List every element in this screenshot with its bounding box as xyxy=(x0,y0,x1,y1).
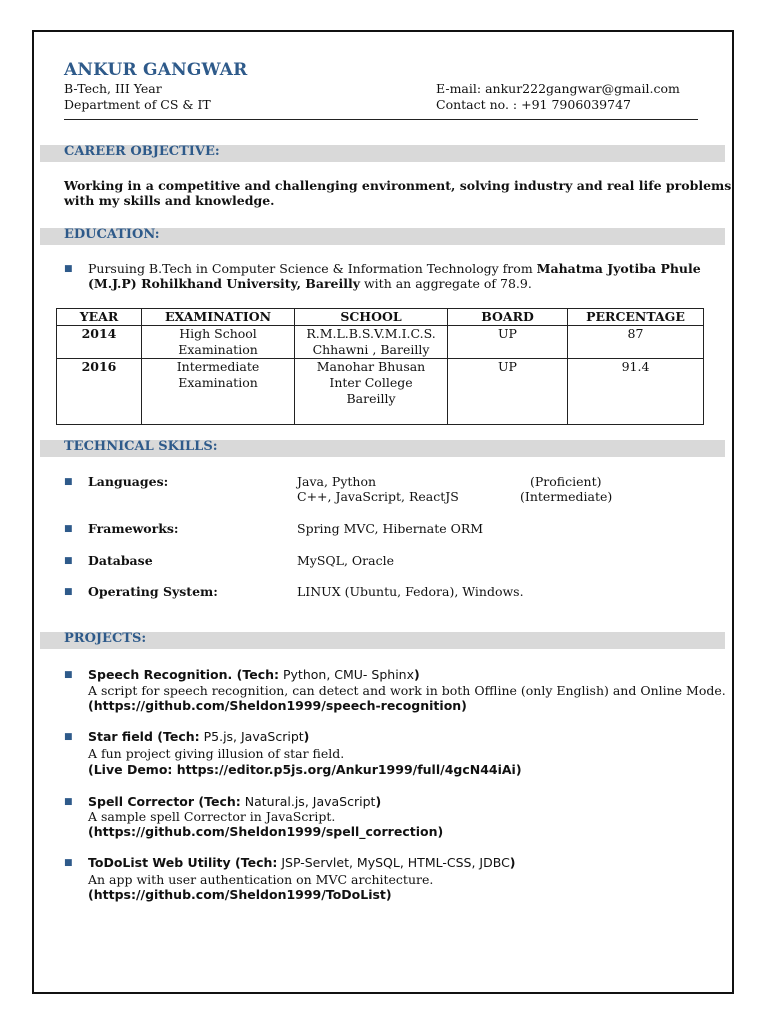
cell-percentage: 87 xyxy=(568,326,704,359)
col-year: YEAR xyxy=(57,309,142,326)
bullet-icon: ■ xyxy=(64,587,73,597)
project-link[interactable]: (https://github.com/Sheldon1999/speech-recognition) xyxy=(88,698,467,713)
project-close: ) xyxy=(303,729,310,744)
education-summary-prefix: Pursuing B.Tech in Computer Science & Information Technology from xyxy=(88,261,537,276)
project-description: A fun project giving illusion of star field. xyxy=(88,746,345,761)
exam-line: Examination xyxy=(178,342,258,357)
project-title xyxy=(88,729,309,744)
career-line-2: with my skills and knowledge. xyxy=(64,193,275,208)
table-row xyxy=(57,359,704,425)
cell-examination xyxy=(142,359,295,425)
department: Department of CS & IT xyxy=(64,97,211,112)
project-tech: Natural.js, JavaScript xyxy=(240,794,376,809)
project-link[interactable]: (Live Demo: https://editor.p5js.org/Ankur1999/full/4gcN44iAi) xyxy=(88,762,522,777)
proficient-level: (Proficient) xyxy=(530,474,602,489)
col-examination: EXAMINATION xyxy=(142,309,295,326)
cell-school xyxy=(295,326,448,359)
exam-line: Examination xyxy=(178,375,258,390)
page-border xyxy=(32,30,734,994)
projects-section-title: PROJECTS: xyxy=(64,631,147,646)
project-name: Speech Recognition. (Tech: xyxy=(88,667,280,682)
cell-year: 2014 xyxy=(57,326,142,359)
os-label: Operating System: xyxy=(88,584,218,599)
bullet-icon: ■ xyxy=(64,556,73,566)
project-title xyxy=(88,794,381,809)
bullet-icon: ■ xyxy=(64,264,73,274)
project-close: ) xyxy=(509,855,516,870)
bullet-icon: ■ xyxy=(64,858,73,868)
project-name: Spell Corrector (Tech: xyxy=(88,794,241,809)
project-name: ToDoList Web Utility (Tech: xyxy=(88,855,278,870)
school-line: Manohar Bhusan xyxy=(316,359,426,374)
col-board: BOARD xyxy=(448,309,568,326)
email: E-mail: ankur222gangwar@gmail.com xyxy=(436,81,680,96)
project-name: Star field (Tech: xyxy=(88,729,200,744)
bullet-icon: ■ xyxy=(64,670,73,680)
university-name: Mahatma Jyotiba Phule xyxy=(536,261,701,276)
languages-intermediate: C++, JavaScript, ReactJS xyxy=(297,489,459,504)
intermediate-level: (Intermediate) xyxy=(520,489,613,504)
languages-proficient: Java, Python xyxy=(297,474,377,489)
project-description: A sample spell Corrector in JavaScript. xyxy=(88,809,336,824)
cell-percentage: 91.4 xyxy=(568,359,704,425)
exam-line: High School xyxy=(179,326,257,341)
project-link[interactable]: (https://github.com/Sheldon1999/spell_correction) xyxy=(88,824,444,839)
school-line: Chhawni , Bareilly xyxy=(312,342,430,357)
exam-line: Intermediate xyxy=(176,359,260,374)
header-divider xyxy=(64,119,698,120)
col-school: SCHOOL xyxy=(295,309,448,326)
career-section-title: CAREER OBJECTIVE: xyxy=(64,144,220,159)
cell-school xyxy=(295,359,448,425)
project-title xyxy=(88,667,420,682)
database-value: MySQL, Oracle xyxy=(297,553,394,568)
database-label: Database xyxy=(88,553,153,568)
cell-examination xyxy=(142,326,295,359)
school-line: Bareilly xyxy=(346,391,396,406)
school-line: Inter College xyxy=(329,375,413,390)
project-tech: Python, CMU- Sphinx xyxy=(279,667,414,682)
candidate-name: ANKUR GANGWAR xyxy=(64,60,248,80)
project-close: ) xyxy=(414,667,420,682)
project-tech: JSP-Servlet, MySQL, HTML-CSS, JDBC xyxy=(277,855,510,870)
cell-board: UP xyxy=(448,326,568,359)
languages-label: Languages: xyxy=(88,474,169,489)
career-line-1: Working in a competitive and challenging environment, solving industry and real life problems xyxy=(64,178,732,193)
project-title xyxy=(88,855,516,870)
cell-board: UP xyxy=(448,359,568,425)
project-description: An app with user authentication on MVC architecture. xyxy=(88,872,434,887)
project-tech: P5.js, JavaScript xyxy=(199,729,304,744)
project-close: ) xyxy=(375,794,382,809)
course: B-Tech, III Year xyxy=(64,81,162,96)
bullet-icon: ■ xyxy=(64,477,73,487)
col-percentage: PERCENTAGE xyxy=(568,309,704,326)
frameworks-label: Frameworks: xyxy=(88,521,179,536)
bullet-icon: ■ xyxy=(64,524,73,534)
project-link[interactable]: (https://github.com/Sheldon1999/ToDoList) xyxy=(88,887,392,902)
os-value: LINUX (Ubuntu, Fedora), Windows. xyxy=(297,584,524,599)
project-description: A script for speech recognition, can detect and work in both Offline (only English) and Online Mode. xyxy=(88,683,726,698)
education-table xyxy=(56,308,704,425)
bullet-icon: ■ xyxy=(64,732,73,742)
education-aggregate: with an aggregate of 78.9. xyxy=(360,276,532,291)
frameworks-value: Spring MVC, Hibernate ORM xyxy=(297,521,484,536)
table-row xyxy=(57,326,704,359)
skills-section-title: TECHNICAL SKILLS: xyxy=(64,439,218,454)
university-location: (M.J.P) Rohilkhand University, Bareilly xyxy=(88,276,360,291)
contact-number: Contact no. : +91 7906039747 xyxy=(436,97,631,112)
education-summary xyxy=(88,261,708,291)
education-section-title: EDUCATION: xyxy=(64,227,160,242)
school-line: R.M.L.B.S.V.M.I.C.S. xyxy=(306,326,436,341)
cell-year: 2016 xyxy=(57,359,142,425)
bullet-icon: ■ xyxy=(64,797,73,807)
table-header-row xyxy=(57,309,704,326)
